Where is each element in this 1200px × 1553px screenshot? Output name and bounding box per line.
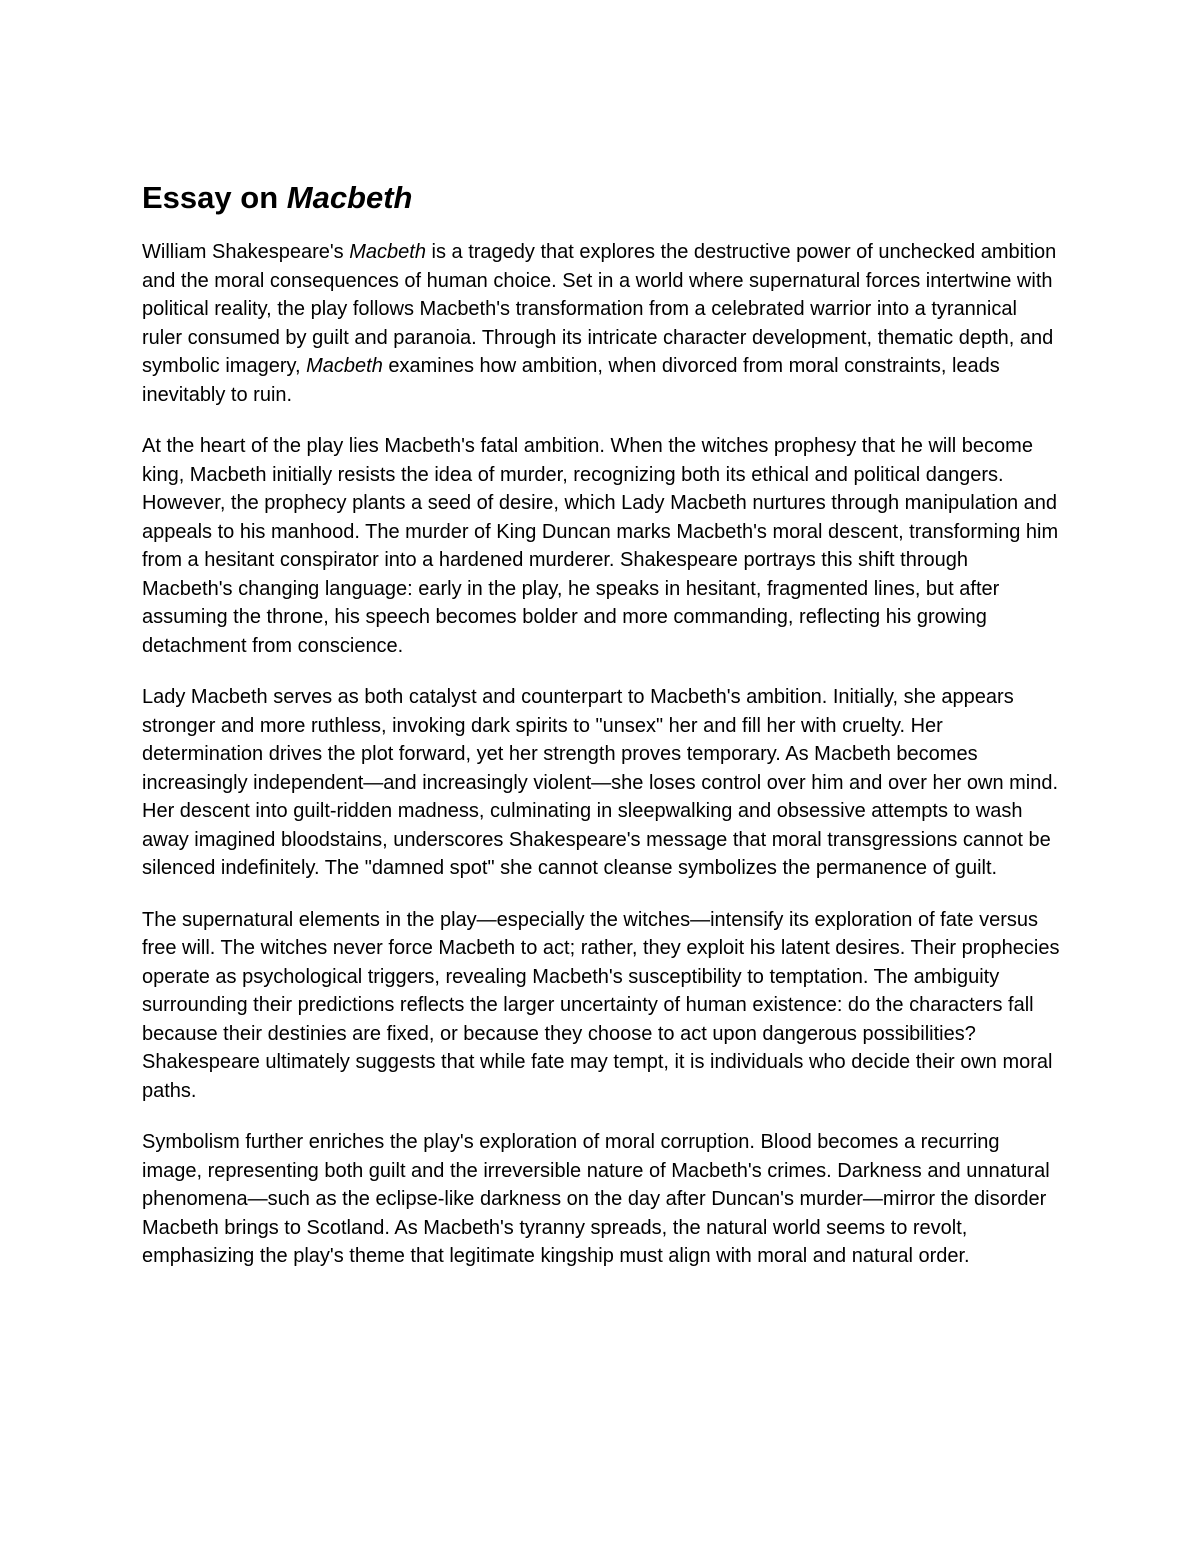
paragraph-2-part-1: At the heart of the play lies Macbeth's fatal ambition. When the witches prophesy that he will become king, Macbeth initially resists the idea of murder, recognizing both its ethical and political dangers. However, the prophecy plants a seed of desire, which Lady Macbeth nurtures through manipulation and appeals to his manhood. The murder of King Duncan marks Macbeth's moral descent, transforming him from a hesitant conspirator into a hardened murderer. Shakespeare portrays this shift through Macbeth's changing language: early in the play, he speaks in hesitant, fragmented lines, but after assuming the throne, his speech becomes bolder and more commanding, reflecting his growing detachment from conscience. bbox=[142, 435, 1059, 657]
document-page bbox=[142, 178, 1062, 1294]
paragraph-3-part-1: Lady Macbeth serves as both catalyst and counterpart to Macbeth's ambition. Initially, she appears stronger and more ruthless, invoking dark spirits to "unsex" her and fill her with cruelty. Her determination drives the plot forward, yet her strength proves temporary. As Macbeth becomes increasingly independent—and increasingly violent—she loses control over him and over her own mind. Her descent into guilt-ridden madness, culminating in sleepwalking and obsessive attempts to wash away imagined bloodstains, underscores Shakespeare's message that moral transgressions cannot be silenced indefinitely. The "damned spot" she cannot cleanse symbolizes the permanence of guilt. bbox=[142, 686, 1059, 879]
paragraph-4 bbox=[142, 906, 1062, 1106]
paragraph-3 bbox=[142, 683, 1062, 883]
paragraph-2 bbox=[142, 432, 1062, 660]
paragraph-1 bbox=[142, 238, 1062, 409]
paragraph-1-part-2: Macbeth bbox=[349, 241, 426, 263]
essay-title-prefix: Essay on bbox=[142, 180, 287, 215]
paragraph-4-part-1: The supernatural elements in the play—especially the witches—intensify its exploration of fate versus free will. The witches never force Macbeth to act; rather, they exploit his latent desires. Their prophecies operate as psychological triggers, revealing Macbeth's susceptibility to temptation. The ambiguity surrounding their predictions reflects the larger uncertainty of human existence: do the characters fall because their destinies are fixed, or because they choose to act upon dangerous possibilities? Shakespeare ultimately suggests that while fate may tempt, it is individuals who decide their own moral paths. bbox=[142, 908, 1060, 1102]
paragraph-1-part-5: examines how ambition, when divorced from moral constraints, leads inevitably to ruin. bbox=[142, 355, 1000, 406]
paragraph-1-part-3: is a tragedy that explores the destructive power of unchecked ambition and the moral consequences of human choice. Set in a world where supernatural forces intertwine with political reality, the play follows Macbeth's transformation from a celebrated warrior into a tyrannical ruler consumed by guilt and paranoia. Through its intricate character development, thematic depth, and symbolic imagery, bbox=[142, 241, 1057, 377]
essay-title bbox=[142, 178, 1062, 218]
paragraph-1-part-1: William Shakespeare's bbox=[142, 241, 350, 263]
paragraph-5 bbox=[142, 1128, 1062, 1271]
essay-title-italic: Macbeth bbox=[286, 180, 413, 215]
paragraph-5-part-1: Symbolism further enriches the play's exploration of moral corruption. Blood becomes a recurring image, representing both guilt and the irreversible nature of Macbeth's crimes. Darkness and unnatural phenomena—such as the eclipse-like darkness on the day after Duncan's murder—mirror the disorder Macbeth brings to Scotland. As Macbeth's tyranny spreads, the natural world seems to revolt, emphasizing the play's theme that legitimate kingship must align with moral and natural order. bbox=[142, 1131, 1050, 1267]
paragraph-1-part-4: Macbeth bbox=[306, 355, 383, 377]
